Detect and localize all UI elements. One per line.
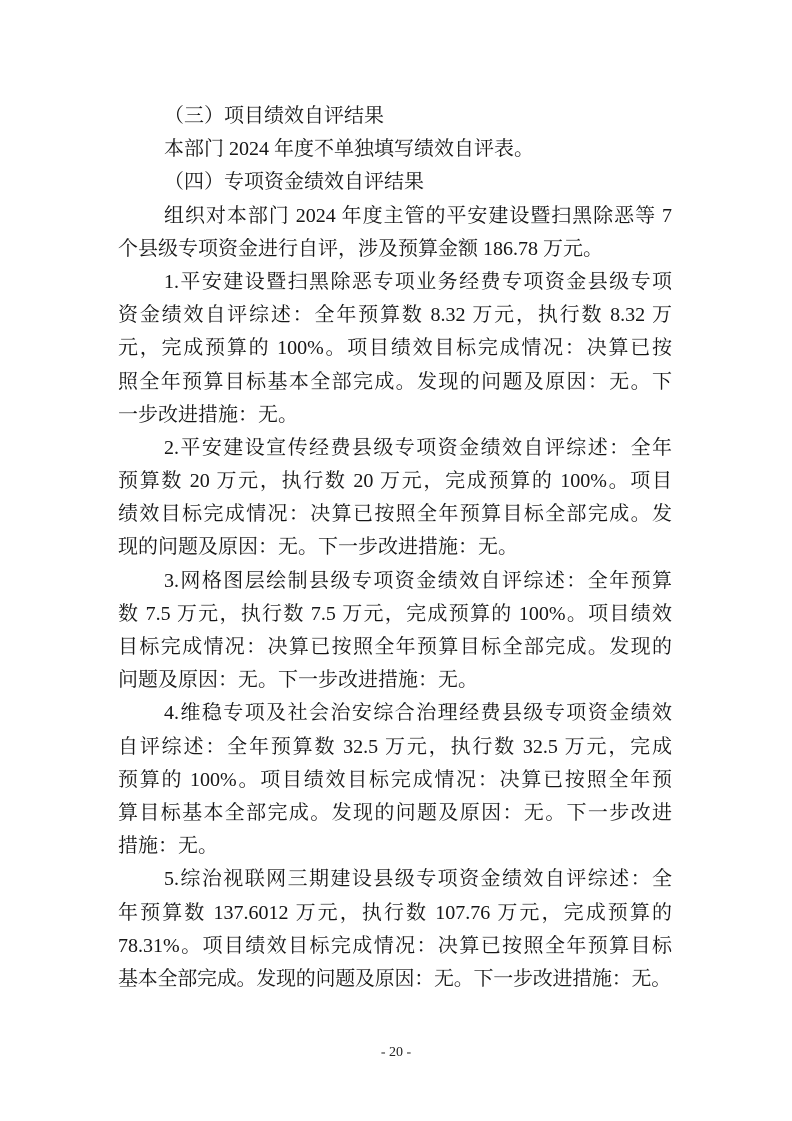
- text-line: 资金绩效自评综述：全年预算数 8.32 万元，执行数 8.32 万: [118, 304, 672, 327]
- text-line: 自评综述：全年预算数 32.5 万元，执行数 32.5 万元，完成: [118, 735, 672, 758]
- text-line: 年预算数 137.6012 万元，执行数 107.76 万元，完成预算的: [118, 901, 672, 924]
- fund-item-5-paragraph: [118, 863, 672, 996]
- text-line: 预算的 100%。项目绩效目标完成情况：决算已按照全年预: [118, 768, 672, 791]
- text-line: 算目标基本全部完成。发现的问题及原因：无。下一步改进: [118, 801, 672, 824]
- text-line: 现的问题及原因：无。下一步改进措施：无。: [118, 536, 518, 559]
- text-line: 照全年预算目标基本全部完成。发现的问题及原因：无。下: [118, 370, 672, 393]
- text-line: 措施：无。: [118, 835, 218, 858]
- text-line: 问题及原因：无。下一步改进措施：无。: [118, 669, 478, 692]
- intro-paragraph: [118, 200, 672, 266]
- text-line: 5.综治视联网三期建设县级专项资金绩效自评综述：全: [164, 868, 672, 891]
- text-line: 目标完成情况：决算已按照全年预算目标全部完成。发现的: [118, 636, 672, 658]
- body-text: [118, 100, 672, 996]
- self-eval-note-paragraph: [118, 133, 672, 166]
- text-line: 元，完成预算的 100%。项目绩效目标完成情况：决算已按: [118, 337, 672, 360]
- fund-item-3-paragraph: [118, 565, 672, 698]
- text-line: 78.31%。项目绩效目标完成情况：决算已按照全年预算目标: [118, 934, 672, 957]
- heading-line: （四）专项资金绩效自评结果: [164, 171, 424, 194]
- text-line: 一步改进措施：无。: [118, 403, 298, 426]
- text-line: 绩效目标完成情况：决算已按照全年预算目标全部完成。发: [118, 503, 672, 526]
- text-line: 本部门 2024 年度不单独填写绩效自评表。: [164, 138, 534, 161]
- text-line: 预算数 20 万元，执行数 20 万元，完成预算的 100%。项目: [118, 470, 672, 493]
- heading-line: （三）项目绩效自评结果: [164, 105, 384, 127]
- text-line: 3.网格图层绘制县级专项资金绩效自评综述：全年预算: [164, 569, 672, 592]
- fund-item-2-paragraph: [118, 432, 672, 565]
- text-line: 4.维稳专项及社会治安综合治理经费县级专项资金绩效: [164, 702, 672, 725]
- text-line: 基本全部完成。发现的问题及原因：无。下一步改进措施：无。: [118, 967, 671, 990]
- section-heading-4: [118, 166, 672, 199]
- fund-item-1-paragraph: [118, 266, 672, 432]
- text-line: 2.平安建设宣传经费县级专项资金绩效自评综述：全年: [164, 436, 672, 459]
- page-number: - 20 -: [380, 1045, 412, 1060]
- text-line: 数 7.5 万元，执行数 7.5 万元，完成预算的 100%。项目绩效: [118, 602, 672, 625]
- text-line: 1.平安建设暨扫黑除恶专项业务经费专项资金县级专项: [164, 270, 672, 293]
- fund-item-4-paragraph: [118, 697, 672, 863]
- text-line: 个县级专项资金进行自评，涉及预算金额 186.78 万元。: [118, 237, 603, 260]
- section-heading-3: [118, 100, 672, 133]
- text-line: 组织对本部门 2024 年度主管的平安建设暨扫黑除恶等 7: [164, 204, 672, 227]
